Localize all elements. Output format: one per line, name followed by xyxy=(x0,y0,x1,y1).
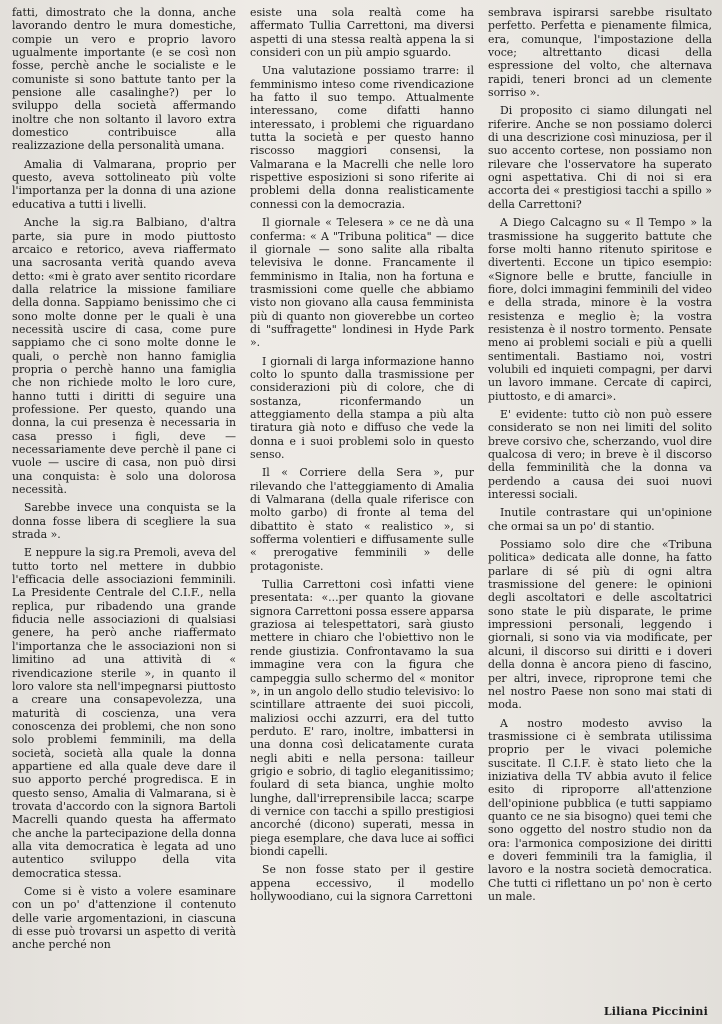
article-paragraph: Il giornale « Telesera » ce ne dà una conferma: « A "Tribuna politica" — dice il giornale — sono salite alla ribalta televisiva le donne. Francamente il femminismo in Italia, non ha fortuna e trasmissioni come quelle che abbiamo visto non giovano alla causa femminista più di quanto non gioverebbe un corteo di "suffragette" londinesi in Hyde Park ». xyxy=(250,216,474,350)
article-paragraph: Tullia Carrettoni così infatti viene presentata: «...per quanto la giovane signora Carrettoni possa essere apparsa graziosa ai telespettatori, sarà giusto mettere in chiaro che l'obiettivo non le rende giustizia. Confrontavamo la sua immagine vera con la figura che campeggia sullo schermo del « monitor », in un angolo dello studio televisivo: lo scintillare attraente dei suoi piccoli, maliziosi occhi azzurri, era del tutto perduto. E' raro, inoltre, imbattersi in una donna così delicatamente curata negli abiti e nella persona: tailleur grigio e sobrio, di taglio eleganitissimo; foulard di seta bianca, unghie molto lunghe, dall'irreprensibile lacca; scarpe di vernice con tacchi a spillo prestigiosi ancorché (dicono) superati, messa in piega esemplare, che dava luce ai soffici biondi capelli. xyxy=(250,578,474,858)
article-paragraph: Anche la sig.ra Balbiano, d'altra parte, sia pure in modo piuttosto arcaico e retorico, aveva riaffermato una sacrosanta verità quando aveva detto: «mi è grato aver sentito ricordare dalla relatrice la missione familiare della donna. Sappiamo benissimo che ci sono molte donne per le quali è una necessità uscire di casa, come pure sappiamo che ci sono molte donne le quali, o perchè non hanno famiglia propria o perchè hanno una famiglia che non richiede molto le loro cure, hanno tutti i diritti di seguire una professione. Per questo, quando una donna, la cui presenza è necessaria in casa presso i figli, deve — necessariamente deve perchè il pane ci vuole — uscire di casa, non può dirsi una conquista: è solo una dolorosa necessità. xyxy=(12,216,236,497)
article-paragraph: fatti, dimostrato che la donna, anche lavorando dentro le mura domestiche, compie un vero e proprio lavoro ugualmente importante (e se così non fosse, perchè anche le socialiste e le comuniste si sono battute tanto per la pensione alle casalinghe?) per lo sviluppo della società affermando inoltre che non soltanto il lavoro extra domestico contribuisce alla realizzazione della personalità umana. xyxy=(12,6,236,153)
article-column-1 xyxy=(12,6,236,996)
article-paragraph: Come si è visto a volere esaminare con un po' d'attenzione il contenuto delle varie argomentazioni, in ciascuna di esse può trovarsi un aspetto di verità anche perché non xyxy=(12,885,236,952)
article-paragraph: Amalia di Valmarana, proprio per questo, aveva sottolineato più volte l'importanza per la donna di una azione educativa a tutti i livelli. xyxy=(12,157,236,211)
article-paragraph: I giornali di larga informazione hanno colto lo spunto dalla trasmissione per considerazioni più di colore, che di sostanza, riconfermando un atteggiamento della stampa a più alta tiratura già noto e diffuso che vede la donna e i suoi problemi solo in questo senso. xyxy=(250,354,474,461)
article-paragraph: esiste una sola realtà come ha affermato Tullia Carrettoni, ma diversi aspetti di una stessa realtà appena la si consideri con un più ampio sguardo. xyxy=(250,6,474,60)
article-paragraph: Una valutazione possiamo trarre: il femminismo inteso come rivendicazione ha fatto il suo tempo. Attualmente interessano, come difatti hanno interessato, i problemi che riguardano tutta la società e per questo hanno riscosso maggiori consensi, la Valmarana e la Macrelli che nelle loro rispettive esposizioni si sono riferite ai problemi della donna realisticamente connessi con la democrazia. xyxy=(250,64,474,211)
article-paragraph: sembrava ispirarsi sarebbe risultato perfetto. Perfetta e pienamente filmica, era, comunque, l'impostazione della voce; altrettanto dicasi della espressione del volto, che alternava rapidi, teneri bronci ad un clemente sorriso ». xyxy=(488,6,712,100)
article-column-2 xyxy=(250,6,474,996)
article-paragraph: E' evidente: tutto ciò non può essere considerato se non nei limiti del solito breve corsivo che, scherzando, vuol dire qualcosa di vero; in breve è il discorso della femminilità che la donna va perdendo a causa dei suoi nuovi interessi sociali. xyxy=(488,407,712,502)
article-column-3 xyxy=(488,6,712,996)
author-signature: Liliana Piccinini xyxy=(603,1005,708,1018)
article-columns xyxy=(12,6,712,996)
article-paragraph: Inutile contrastare qui un'opinione che ormai sa un po' di stantio. xyxy=(488,506,712,533)
article-paragraph: E neppure la sig.ra Premoli, aveva del tutto torto nel mettere in dubbio l'efficacia delle associazioni femminili. La Presidente Centrale del C.I.F., nella replica, pur ribadendo una grande fiducia nelle associazioni di qualsiasi genere, ha però anche riaffermato l'importanza che le associazioni non si limitino ad una attività di « rivendicazione sterile », in quanto il loro valore sta nell'impegnarsi piuttosto a creare una consapevolezza, una maturità di coscienza, una vera conoscenza dei problemi, che non sono solo problemi femminili, ma della società, società alla quale la donna appartiene ed alla quale deve dare il suo apporto perché progredisca. E in questo senso, Amalia di Valmarana, si è trovata d'accordo con la signora Bartoli Macrelli quando questa ha affermato che anche la partecipazione della donna alla vita democratica è legata ad uno autentico sviluppo della vita democratica stessa. xyxy=(12,546,236,880)
article-paragraph: Il « Corriere della Sera », pur rilevando che l'atteggiamento di Amalia di Valmarana (della quale riferisce con molto garbo) di fronte al tema del dibattito è stato « realistico », si sofferma volentieri e diffusamente sulle « prerogative femminili » delle protagoniste. xyxy=(250,466,474,573)
article-paragraph: Sarebbe invece una conquista se la donna fosse libera di scegliere la sua strada ». xyxy=(12,501,236,542)
article-paragraph: A nostro modesto avviso la trasmissione ci è sembrata utilissima proprio per le vivaci polemiche suscitate. Il C.I.F. è stato lieto che la iniziativa della TV abbia avuto il felice esito di riproporre all'attenzione dell'opinione pubblica (e tutti sappiamo quanto ce ne sia bisogno) quei temi che sono oggetto del nostro studio non da ora: l'armonica composizione dei diritti e doveri femminili tra la famiglia, il lavoro e la nostra società democratica. Che tutti ci riflettano un po' non è certo un male. xyxy=(488,716,712,903)
article-paragraph: Possiamo solo dire che «Tribuna politica» dedicata alle donne, ha fatto parlare di sé più di ogni altra trasmissione del genere: le opinioni degli ascoltatori e delle ascoltatrici sono state le più disparate, le prime impressioni personali, leggendo i giornali, si sono via via modificate, per alcuni, il discorso sui diritti e i doveri della donna è ancora pieno di fascino, per altri, invece, riproprone temi che nel nostro Paese non sono mai stati di moda. xyxy=(488,538,712,712)
article-paragraph: A Diego Calcagno su « Il Tempo » la trasmissione ha suggerito battute che forse molti hanno ritenuto spiritose e divertenti. Eccone un tipico esempio: «Signore belle e brutte, fanciulle in fiore, dolci immagini femminili del video e della strada, minore è la vostra resistenza e meglio è; la vostra resistenza è il nostro tormento. Pensate meno ai problemi sociali e più a quelli sentimentali. Bastiamo noi, vostri volubili ed inquieti compagni, per darvi un lavoro immane. Cercate di capirci, piuttosto, e di amarci». xyxy=(488,216,712,403)
article-paragraph: Di proposito ci siamo dilungati nel riferire. Anche se non possiamo dolerci di una descrizione così minuziosa, per il suo accento cortese, non possiamo non rilevare che l'osservatore ha superato ogni aspettativa. Chi di noi si era accorta dei « prestigiosi tacchi a spillo » della Carrettoni? xyxy=(488,104,712,211)
article-paragraph: Se non fosse stato per il gestire appena eccessivo, il modello hollywoodiano, cui la signora Carrettoni xyxy=(250,863,474,903)
